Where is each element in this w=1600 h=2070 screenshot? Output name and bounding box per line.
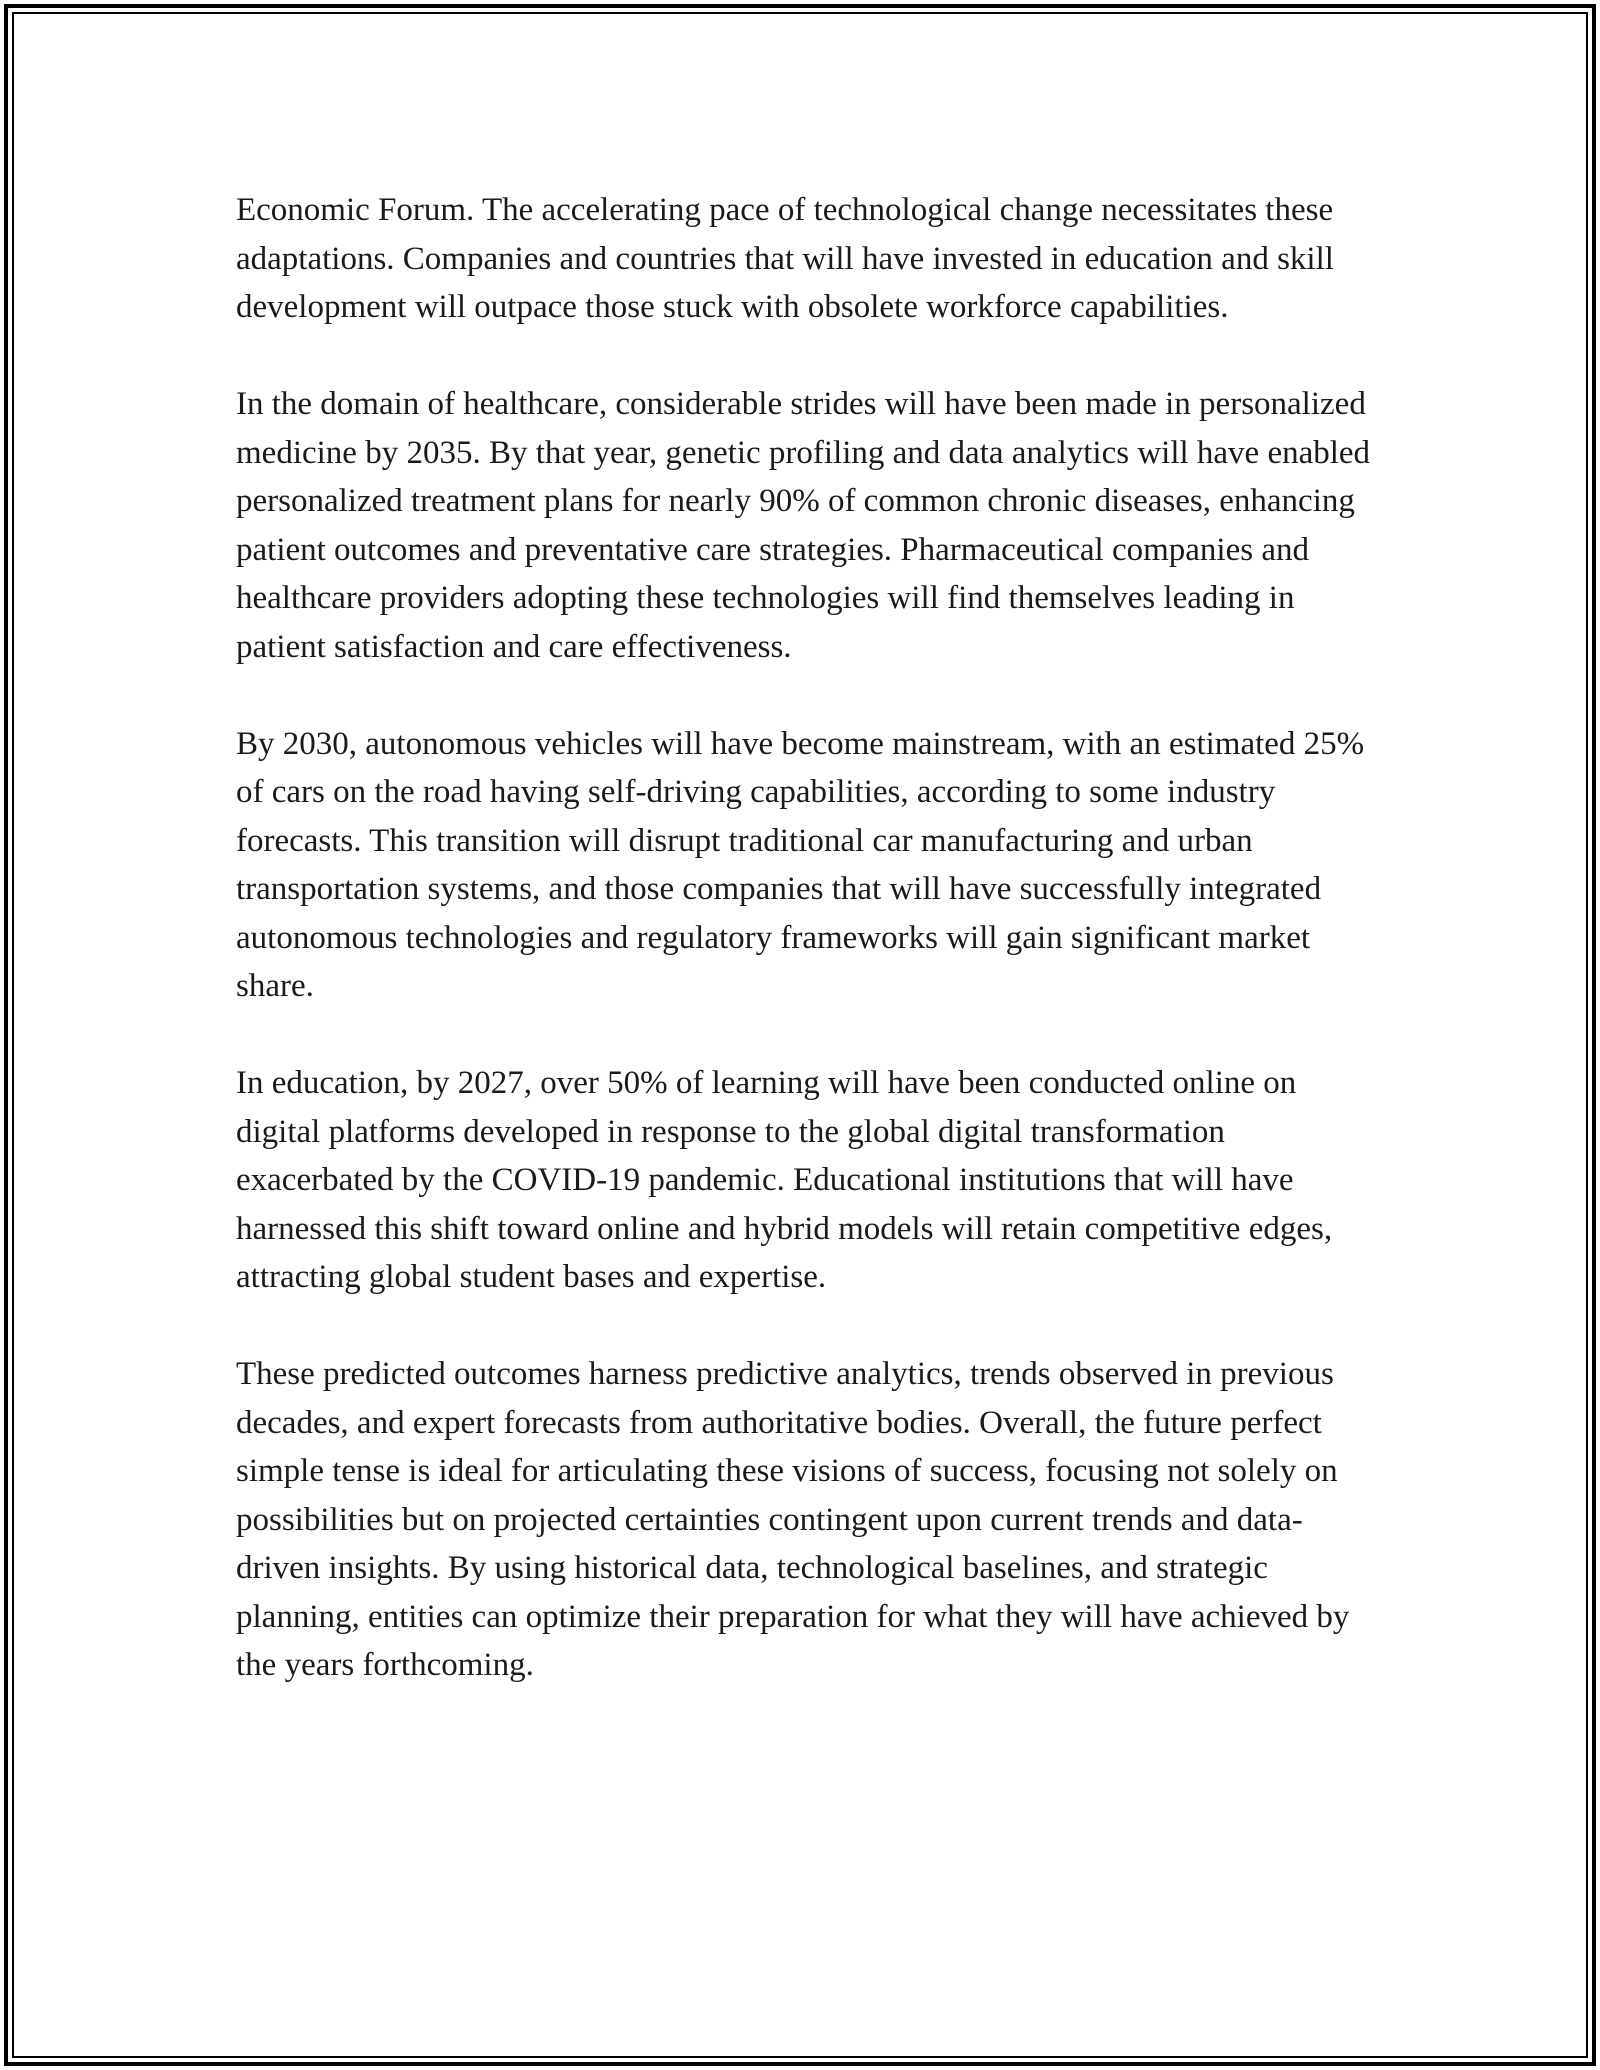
paragraph-workforce: Economic Forum. The accelerating pace of technological change necessitates these adaptations. Companies and countries that will have invested in education and skill development will outpace those stuck with obsolete workforce capabilities.	[236, 192, 1334, 325]
paragraph-education: In education, by 2027, over 50% of learning will have been conducted online on digital platforms developed in response to the global digital transformation exacerbated by the COVID-19 pandemic. Educational institutions that will have harnessed this shift toward online and hybrid models will retain competitive edges, attracting global student bases and expertise.	[236, 1065, 1333, 1295]
paragraph-conclusion: These predicted outcomes harness predictive analytics, trends observed in previous decades, and expert forecasts from authoritative bodies. Overall, the future perfect simple tense is ideal for articulating these visions of success, focusing not solely on possibilities but on projected certainties contingent upon current trends and data-driven insights. By using historical data, technological baselines, and strategic planning, entities can optimize their preparation for what they will have achieved by the years forthcoming.	[236, 1356, 1350, 1683]
paragraph-autonomous-vehicles: By 2030, autonomous vehicles will have become mainstream, with an estimated 25% of cars on the road having self-driving capabilities, according to some industry forecasts. This transition will disrupt traditional car manufacturing and urban transportation systems, and those companies that will have successfully integrated autonomous technologies and regulatory frameworks will gain significant market share.	[236, 725, 1365, 1004]
document-body	[236, 186, 1376, 1690]
paragraph-healthcare: In the domain of healthcare, considerable strides will have been made in personalized medicine by 2035. By that year, genetic profiling and data analytics will have enabled personalized treatment plans for nearly 90% of common chronic diseases, enhancing patient outcomes and preventative care strategies. Pharmaceutical companies and healthcare providers adopting these technologies will find themselves leading in patient satisfaction and care effectiveness.	[236, 386, 1371, 665]
